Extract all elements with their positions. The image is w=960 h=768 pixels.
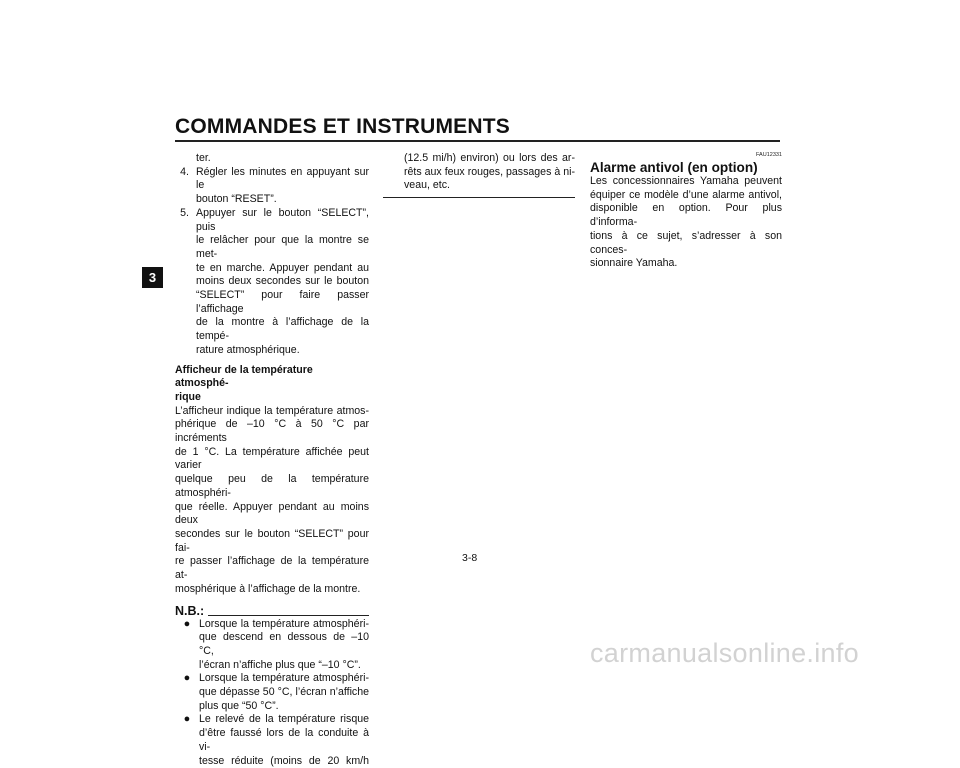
section-heading: Alarme antivol (en option) (590, 160, 758, 175)
step-5: 5. Appuyer sur le bouton “SELECT”, puis le relâcher pour que la montre se met- te en marche. Appuyer pendant au moins deux secondes sur le bouton “SELECT” pour faire passer l’affichage de la montre à l’affichage de la tempé- rature atmosphérique. (175, 207, 369, 358)
step-number: 5. (180, 206, 189, 219)
body-paragraph: Les concessionnaires Yamaha peuvent équiper ce modèle d’une alarme antivol, disponible en option. Pour plus d’informa- tions à ce sujet, s’adresser à son conces- sionnaire Yamaha. (590, 175, 782, 270)
bullet-icon: ● (183, 672, 191, 685)
reference-code: FAU12331 (756, 152, 782, 158)
bullet-item: ● Lorsque la température atmosphéri- que descend en dessous de –10 °C, l’écran n’affiche plus que “–10 °C”. (175, 618, 369, 673)
section-subheading: Afficheur de la température atmosphé- rique (175, 363, 313, 403)
header-rule (175, 140, 780, 142)
note-end-rule (383, 197, 575, 198)
bullet-item: ● Lorsque la température atmosphéri- que dépasse 50 °C, l’écran n’affiche plus que “50 °C”. (175, 672, 369, 713)
bullet-item: ● Le relevé de la température risque d’être faussé lors de la conduite à vi- tesse réduite (moins de 20 km/h (175, 713, 369, 768)
note-label: N.B.: (175, 603, 205, 618)
column-right (590, 152, 782, 271)
note-rule (208, 615, 369, 616)
continued-line: ter. (196, 152, 211, 164)
bullet-icon: ● (183, 617, 191, 630)
step-number: 4. (180, 165, 189, 178)
page-number: 3-8 (462, 552, 478, 564)
column-middle: (12.5 mi/h) environ) ou lors des ar- rêts aux feux rouges, passages à ni- veau, etc. (383, 152, 575, 198)
chapter-tab: 3 (142, 267, 163, 288)
watermark: carmanualsonline.info (590, 638, 859, 668)
step-4: 4. Régler les minutes en appuyant sur le bouton “RESET”. (175, 166, 369, 207)
bullet-icon: ● (183, 713, 191, 726)
column-left (175, 152, 369, 768)
note-header (175, 604, 369, 618)
page-header-title: COMMANDES ET INSTRUMENTS (175, 115, 510, 138)
body-paragraph: L’afficheur indique la température atmos- phérique de –10 °C à 50 °C par incréments de 1 °C. La température affichée peut varier quelque peu de la température atmosphéri- que réelle. Appuyer pendant au moins deux secondes sur le bouton “SELECT” pour fai- re passer l’affichage de la température at- mosphérique à l’affichage de la montre. (175, 404, 369, 595)
